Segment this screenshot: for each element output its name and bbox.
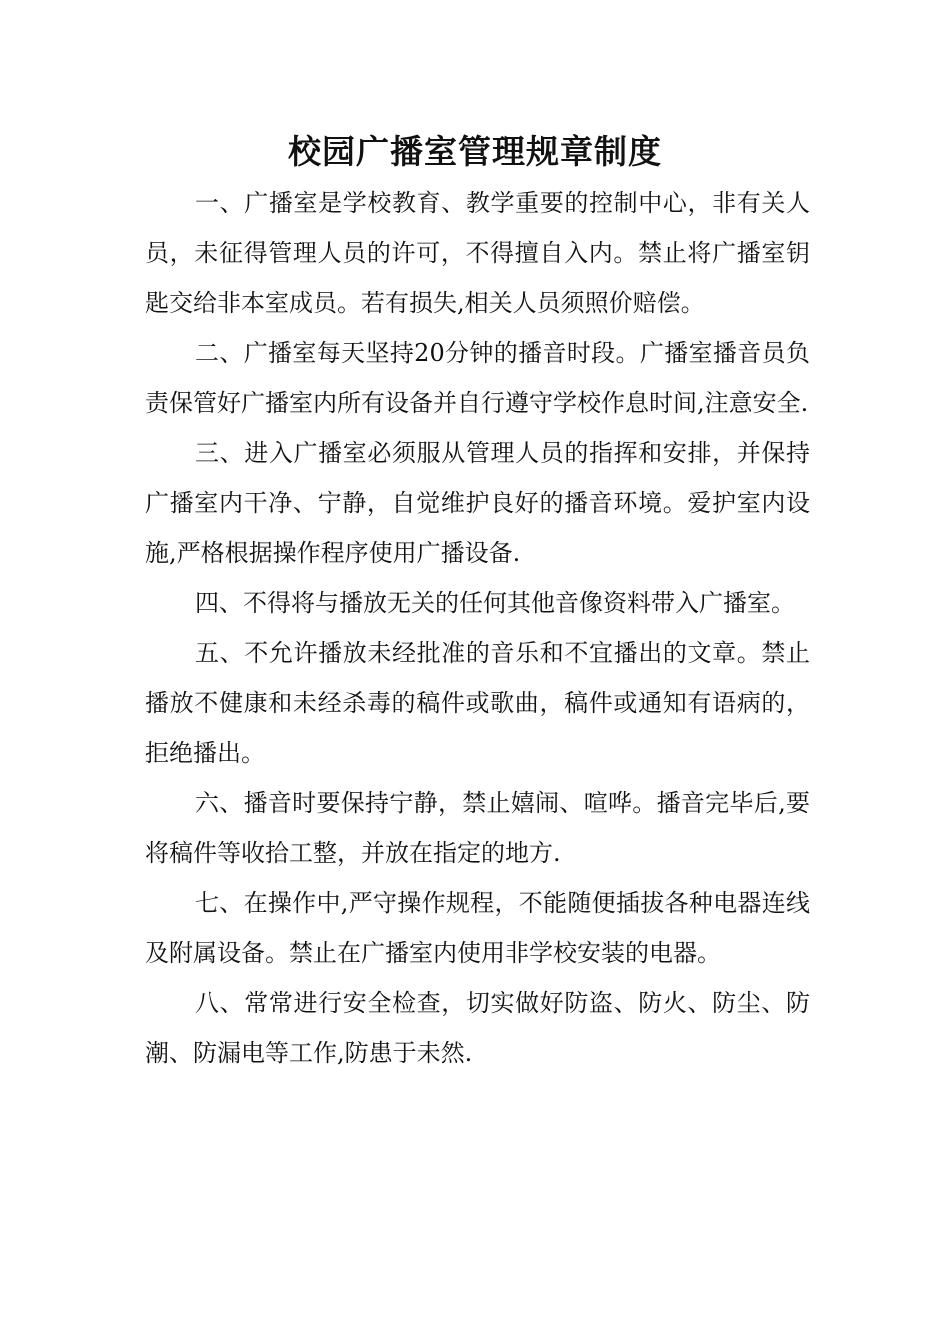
paragraph-4: 四、不得将与播放无关的任何其他音像资料带入广播室。 xyxy=(195,589,795,617)
document-title: 校园广播室管理规章制度 xyxy=(288,132,662,171)
document-body xyxy=(145,178,810,1078)
paragraph-7: 七、在操作中,严守操作规程，不能随便插拔各种电器连线及附属设备。禁止在广播室内使用非学校安装的电器。 xyxy=(145,889,810,967)
paragraph-3: 三、进入广播室必须服从管理人员的指挥和安排，并保持广播室内干净、宁静，自觉维护良好的播音环境。爱护室内设施,严格根据操作程序使用广播设备. xyxy=(145,439,810,567)
paragraph-6: 六、播音时要保持宁静，禁止嬉闹、喧哗。播音完毕后,要将稿件等收拾工整，并放在指定的地方. xyxy=(145,789,810,867)
paragraph-8: 八、常常进行安全检查，切实做好防盗、防火、防尘、防潮、防漏电等工作,防患于未然. xyxy=(145,989,810,1067)
paragraph-2: 二、广播室每天坚持20分钟的播音时段。广播室播音员负责保管好广播室内所有设备并自行遵守学校作息时间,注意安全. xyxy=(145,339,810,417)
paragraph-5: 五、不允许播放未经批准的音乐和不宜播出的文章。禁止播放不健康和未经杀毒的稿件或歌曲，稿件或通知有语病的，拒绝播出。 xyxy=(145,639,810,767)
paragraph-1: 一、广播室是学校教育、教学重要的控制中心，非有关人员，未征得管理人员的许可，不得擅自入内。禁止将广播室钥匙交给非本室成员。若有损失,相关人员须照价赔偿。 xyxy=(145,189,810,317)
